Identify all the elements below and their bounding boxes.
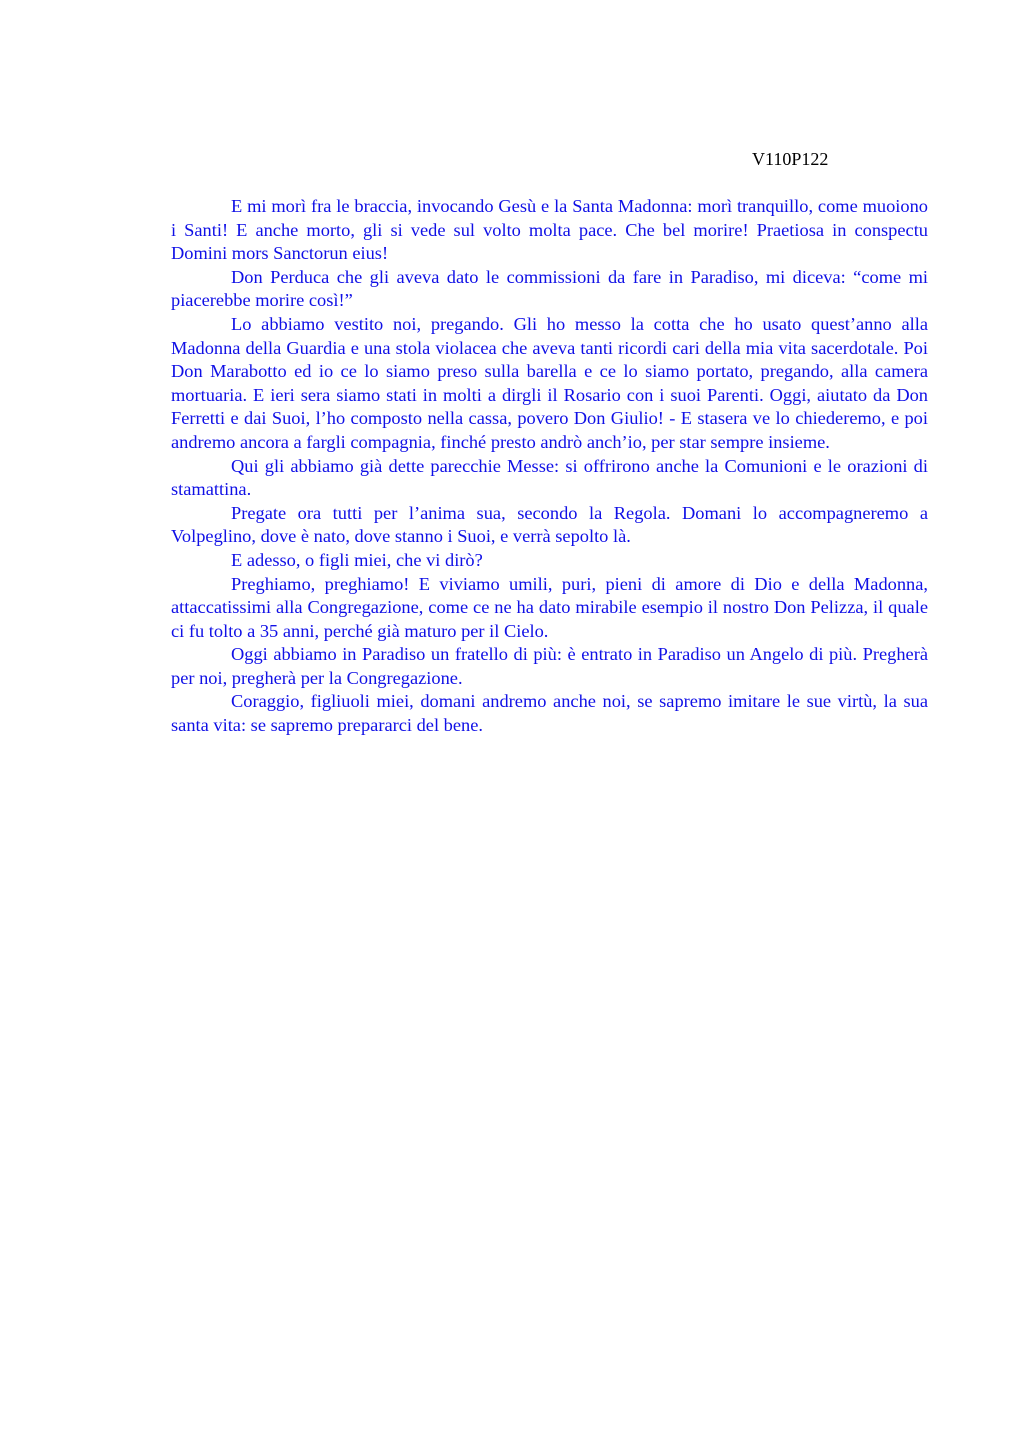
paragraph-6: E adesso, o figli miei, che vi dirò? [231, 549, 483, 570]
paragraph-3: Lo abbiamo vestito noi, pregando. Gli ho messo la cotta che ho usato quest’anno alla Madonna della Guardia e una stola violacea che aveva tanti ricordi cari della mia vita sacerdotale. Poi Don Marabotto ed io ce lo siamo preso sulla barella e ce lo siamo portato, pregando, alla camera mortuaria. E ieri sera siamo stati in molti a dirgli il Rosario con i suoi Parenti. Oggi, aiutato da Don Ferretti e dai Suoi, l’ho composto nella cassa, povero Don Giulio! - E stasera ve lo chiederemo, e poi andremo ancora a fargli compagnia, finché presto andrò anch’io, per star sempre insieme. [171, 313, 928, 452]
paragraph-1: E mi morì fra le braccia, invocando Gesù e la Santa Madonna: morì tranquillo, come muoiono i Santi! E anche morto, gli si vede sul volto molta pace. Che bel morire! Praetiosa in conspectu Domini mors Sanctorun eius! [171, 196, 928, 264]
document-body [171, 195, 928, 738]
paragraph-4: Qui gli abbiamo già dette parecchie Messe: si offrirono anche la Comunioni e le orazioni di stamattina. [171, 455, 928, 500]
paragraph-7: Preghiamo, preghiamo! E viviamo umili, puri, pieni di amore di Dio e della Madonna, attaccatissimi alla Congregazione, come ce ne ha dato mirabile esempio il nostro Don Pelizza, il quale ci fu tolto a 35 anni, perché già maturo per il Cielo. [171, 573, 928, 641]
paragraph-9: Coraggio, figliuoli miei, domani andremo anche noi, se sapremo imitare le sue virtù, la sua santa vita: se sapremo prepararci del bene. [171, 691, 928, 736]
paragraph-2: Don Perduca che gli aveva dato le commissioni da fare in Paradiso, mi diceva: “come mi piacerebbe morire così!” [171, 266, 928, 311]
page-reference-code: V110P122 [752, 149, 829, 169]
paragraph-8: Oggi abbiamo in Paradiso un fratello di più: è entrato in Paradiso un Angelo di più. Pregherà per noi, pregherà per la Congregazione. [171, 644, 928, 688]
paragraph-5: Pregate ora tutti per l’anima sua, secondo la Regola. Domani lo accompagneremo a Volpeglino, dove è nato, dove stanno i Suoi, e verrà sepolto là. [171, 502, 928, 547]
